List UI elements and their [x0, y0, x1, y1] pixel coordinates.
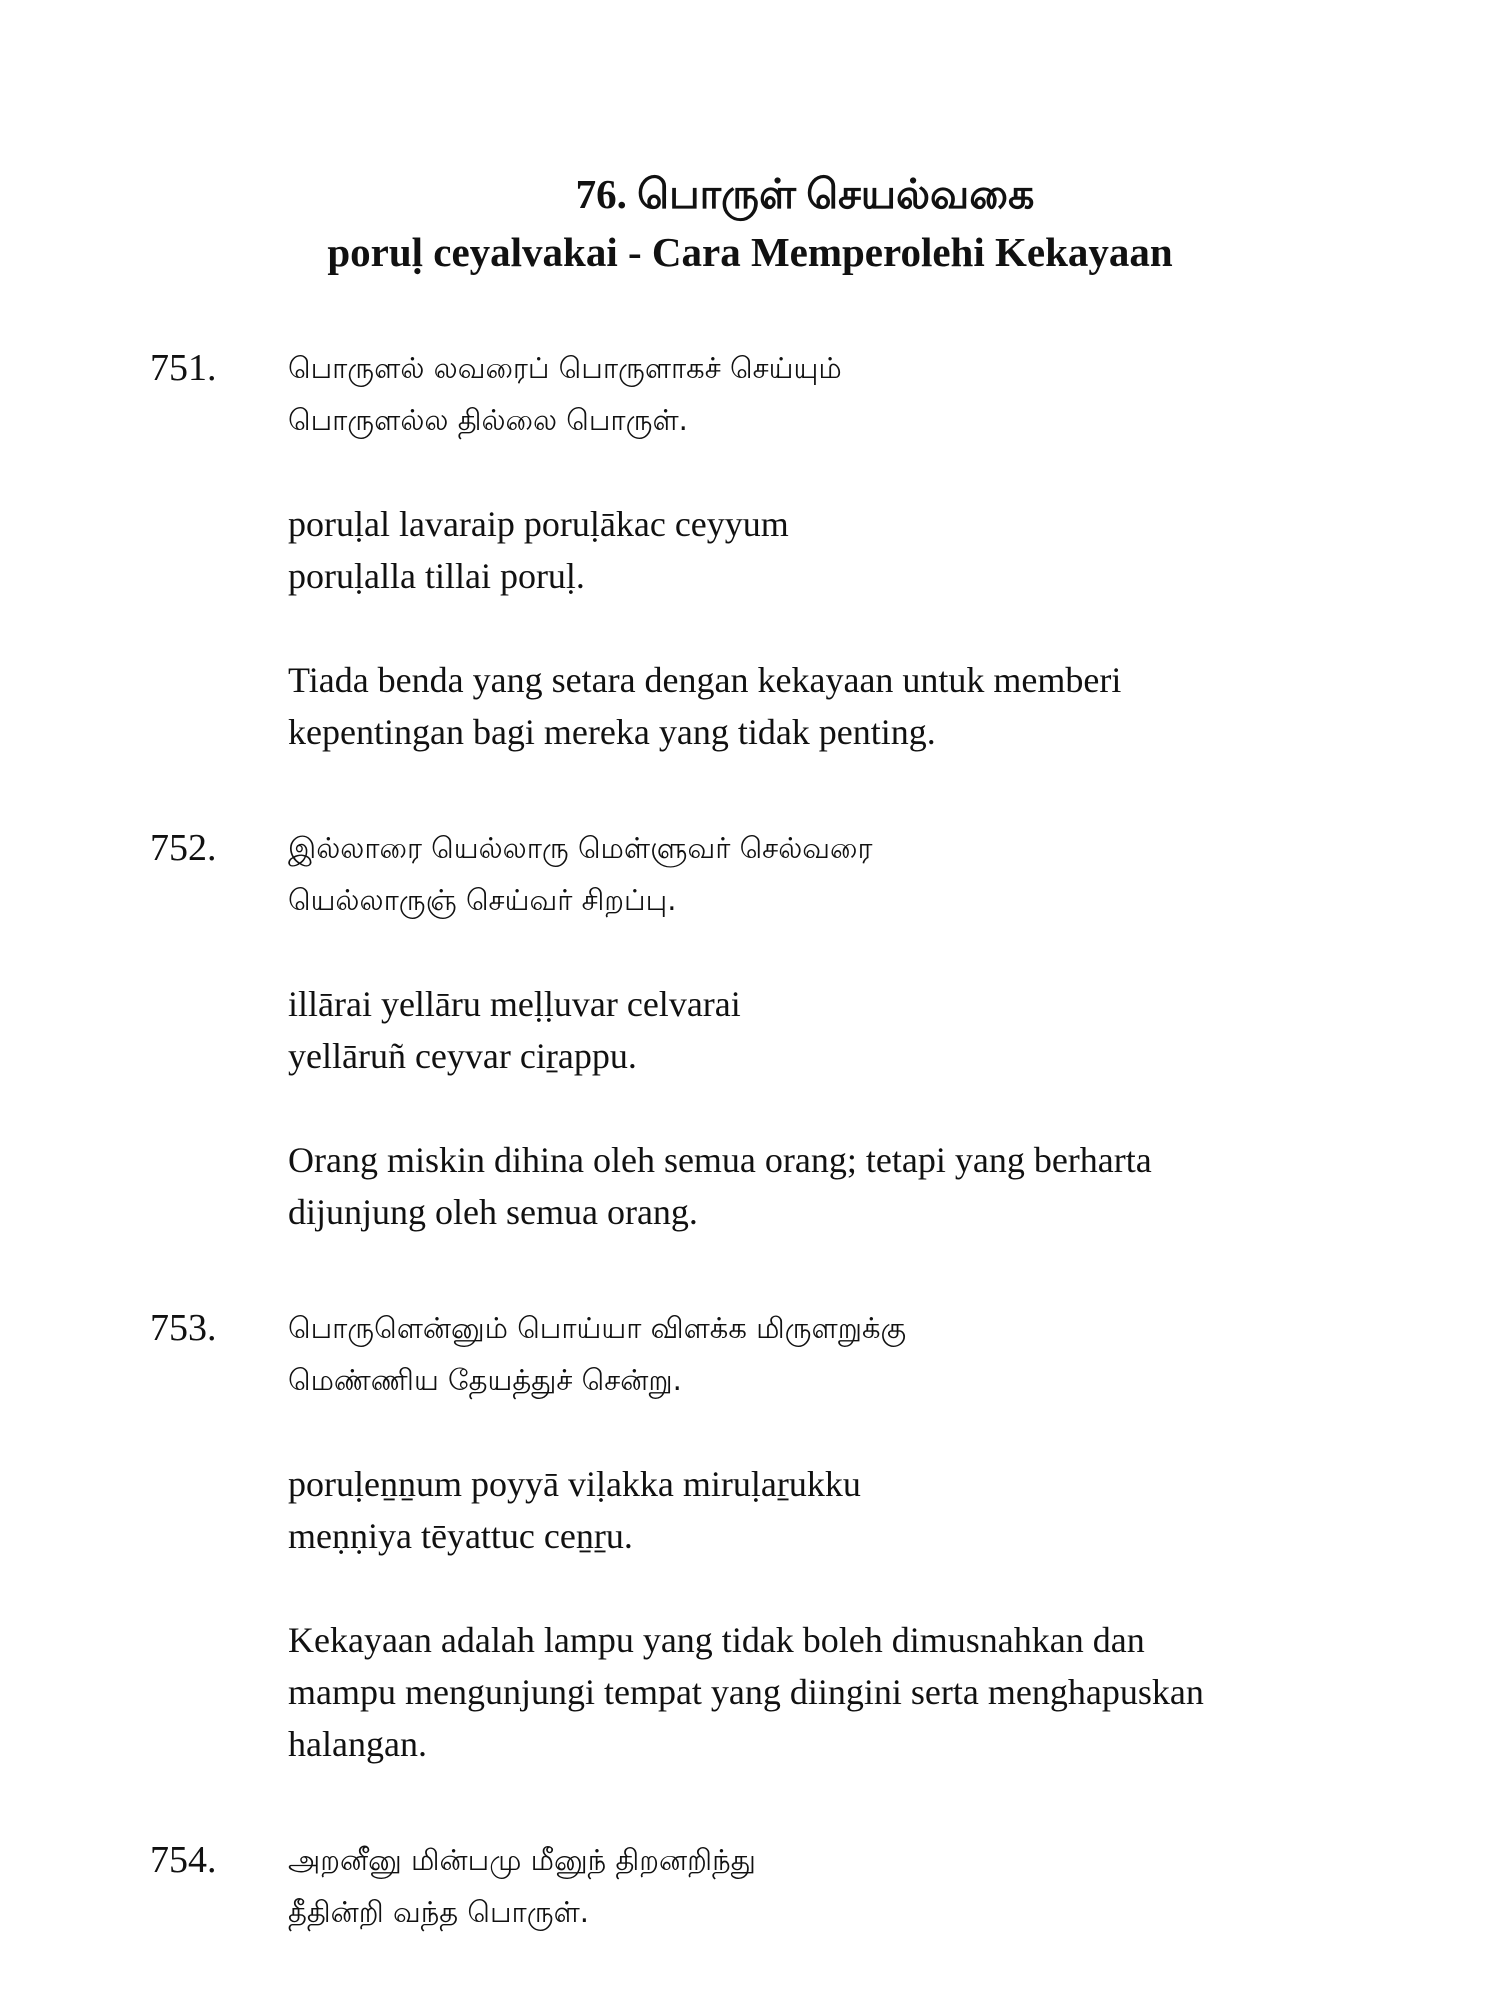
translation-line: mampu mengunjungi tempat yang diingini serta menghapuskan — [288, 1672, 1204, 1712]
chapter-latin-title: poruḷ ceyalvakai - Cara Memperolehi Kekayaan — [327, 229, 1173, 275]
tamil-line: பொருளல் லவரைப் பொருளாகச் செய்யும் — [288, 351, 842, 385]
chapter-header — [0, 165, 1500, 281]
chapter-tamil-title: 76. பொருள் செயல்வகை — [575, 171, 1035, 217]
tamil-line: யெல்லாருஞ் செய்வர் சிறப்பு. — [288, 883, 677, 917]
verse-body — [288, 1302, 1398, 1770]
tamil-line: தீதின்றி வந்த பொருள். — [288, 1895, 589, 1929]
transliteration-line: meṇṇiya tēyattuc ceṉṟu. — [288, 1516, 633, 1556]
verse-number: 751. — [150, 347, 217, 389]
verse-number: 754. — [150, 1839, 217, 1881]
transliteration-line: yellāruñ ceyvar ciṟappu. — [288, 1036, 637, 1076]
transliteration-line: poruḷal lavaraip poruḷākac ceyyum — [288, 504, 789, 544]
transliteration-line: poruḷeṉṉum poyyā viḷakka miruḷaṟukku — [288, 1464, 861, 1504]
tamil-line: பொருளல்ல தில்லை பொருள். — [288, 403, 688, 437]
translation-line: halangan. — [288, 1724, 427, 1764]
translation-line: Kekayaan adalah lampu yang tidak boleh dimusnahkan dan — [288, 1620, 1145, 1660]
translation-line: kepentingan bagi mereka yang tidak penting. — [288, 712, 936, 752]
tamil-line: பொருளென்னும் பொய்யா விளக்க மிருளறுக்கு — [288, 1311, 907, 1345]
verse-body — [288, 1834, 1398, 1938]
verse-number: 752. — [150, 827, 217, 869]
translation-line: Tiada benda yang setara dengan kekayaan untuk memberi — [288, 660, 1122, 700]
verse-body — [288, 822, 1398, 1238]
tamil-line: அறனீனு மின்பமு மீனுந் திறனறிந்து — [288, 1843, 756, 1877]
verse-number: 753. — [150, 1307, 217, 1349]
transliteration-line: illārai yellāru meḷḷuvar celvarai — [288, 984, 741, 1024]
transliteration-line: poruḷalla tillai poruḷ. — [288, 556, 585, 596]
tamil-line: மெண்ணிய தேயத்துச் சென்று. — [288, 1363, 682, 1397]
translation-line: Orang miskin dihina oleh semua orang; tetapi yang berharta — [288, 1140, 1152, 1180]
translation-line: dijunjung oleh semua orang. — [288, 1192, 698, 1232]
tamil-line: இல்லாரை யெல்லாரு மெள்ளுவர் செல்வரை — [288, 831, 873, 865]
verse-body — [288, 342, 1398, 758]
